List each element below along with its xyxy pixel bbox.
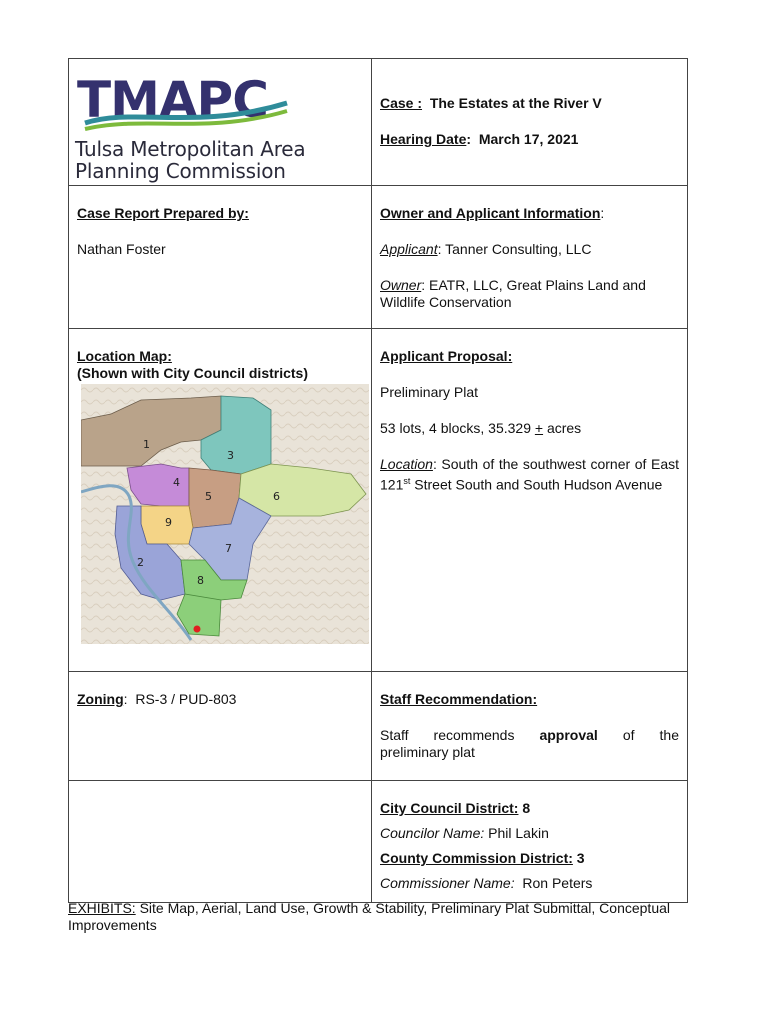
city-district-value: 8 xyxy=(522,800,531,816)
district-label-5: 5 xyxy=(205,490,212,503)
staff-word-4: of xyxy=(622,727,635,743)
commissioner-value: Ron Peters xyxy=(522,875,593,891)
prepared-name: Nathan Foster xyxy=(77,241,166,257)
case-line xyxy=(380,95,679,112)
tmapc-logo-mark xyxy=(75,73,290,135)
owner-label: Owner xyxy=(380,277,422,293)
commissioner-label: Commissioner Name: xyxy=(380,875,515,891)
exhibits-label: EXHIBITS: xyxy=(68,900,136,916)
tmapc-logo xyxy=(75,73,305,182)
prepared-cell xyxy=(69,186,372,329)
councilor-value: Phil Lakin xyxy=(488,825,549,841)
hearing-value: March 17, 2021 xyxy=(478,131,579,147)
staff-heading: Staff Recommendation: xyxy=(380,691,538,707)
staff-word-approval: approval xyxy=(539,727,598,743)
district-label-6: 6 xyxy=(273,490,280,503)
district-label-2: 2 xyxy=(137,556,144,569)
applicant-line: Applicant: Tanner Consulting, LLC xyxy=(380,241,592,257)
location-sup: st xyxy=(403,476,411,486)
district-label-3: 3 xyxy=(227,449,234,462)
staff-line-1 xyxy=(380,727,679,744)
case-report-table xyxy=(68,58,688,903)
location-part2: Street South and South Hudson Avenue xyxy=(414,476,663,493)
councilor-line xyxy=(380,825,679,842)
zoning-cell xyxy=(69,672,372,781)
county-district-line xyxy=(380,850,679,867)
district-label-9: 9 xyxy=(165,516,172,529)
case-value: The Estates at the River V xyxy=(429,95,602,111)
applicant-label: Applicant xyxy=(380,241,438,257)
prepared-label: Case Report Prepared by: xyxy=(77,205,249,221)
owner-applicant-cell xyxy=(372,186,688,329)
applicant-value: Tanner Consulting, LLC xyxy=(445,241,592,257)
owner-applicant-heading-line: Owner and Applicant Information: xyxy=(380,205,605,221)
zoning-value: RS-3 / PUD-803 xyxy=(135,691,237,707)
hearing-line: Hearing Date: March 17, 2021 xyxy=(380,131,579,147)
staff-line-2: preliminary plat xyxy=(380,744,475,760)
staff-word-5: the xyxy=(659,727,679,743)
proposal-location: Location: South of the southwest corner of East 121st Street South and South Hudson Avenue xyxy=(380,456,679,493)
logo-line-1: Tulsa Metropolitan Area xyxy=(75,137,306,161)
location-map-label: Location Map: xyxy=(77,348,172,364)
council-district-map xyxy=(81,384,369,644)
proposal-type: Preliminary Plat xyxy=(380,384,479,400)
logo-cell xyxy=(69,59,372,186)
case-cell xyxy=(372,59,688,186)
staff-word-1: Staff xyxy=(380,727,409,743)
county-district-label: County Commission District: xyxy=(380,850,573,866)
lots-plusminus: + xyxy=(534,420,544,436)
site-location-marker xyxy=(194,626,201,633)
location-map-sublabel: (Shown with City Council districts) xyxy=(77,365,308,381)
case-label: Case : xyxy=(380,95,423,111)
commissioner-line xyxy=(380,875,679,892)
location-part1: South of the southwest corner of East 121 xyxy=(380,456,679,493)
districts-cell xyxy=(372,781,688,903)
district-label-7: 7 xyxy=(225,542,232,555)
councilor-label: Councilor Name: xyxy=(380,825,485,841)
proposal-lots xyxy=(380,420,679,437)
hearing-label: Hearing Date xyxy=(380,131,467,147)
owner-line: Owner: EATR, LLC, Great Plains Land and Wildlife Conservation xyxy=(380,277,646,310)
owner-value: EATR, LLC, Great Plains Land and Wildlife Conservation xyxy=(380,277,646,310)
exhibits xyxy=(68,900,708,934)
district-label-1: 1 xyxy=(143,438,150,451)
logo-line-2: Planning Commission xyxy=(75,159,286,183)
county-district-value: 3 xyxy=(576,850,585,866)
location-map xyxy=(81,384,369,644)
city-district-label: City Council District: xyxy=(380,800,519,816)
zoning-line: Zoning: RS-3 / PUD-803 xyxy=(77,691,237,707)
lots-suffix: acres xyxy=(543,420,582,436)
owner-applicant-heading: Owner and Applicant Information xyxy=(380,205,601,221)
staff-cell xyxy=(372,672,688,781)
zoning-label: Zoning xyxy=(77,691,124,707)
staff-word-2: recommends xyxy=(433,727,515,743)
logo-brand-text: TMAPC xyxy=(77,73,268,129)
lots-prefix: 53 lots, 4 blocks, 35.329 xyxy=(380,420,535,436)
empty-cell xyxy=(69,781,372,903)
district-label-8: 8 xyxy=(197,574,204,587)
location-label: Location xyxy=(380,456,433,472)
city-district-line xyxy=(380,800,679,817)
location-map-cell xyxy=(69,329,372,672)
exhibits-text: Site Map, Aerial, Land Use, Growth & Stability, Preliminary Plat Submittal, Conceptual Improvements xyxy=(68,900,670,933)
district-label-4: 4 xyxy=(173,476,180,489)
proposal-cell xyxy=(372,329,688,672)
proposal-heading: Applicant Proposal: xyxy=(380,348,513,364)
